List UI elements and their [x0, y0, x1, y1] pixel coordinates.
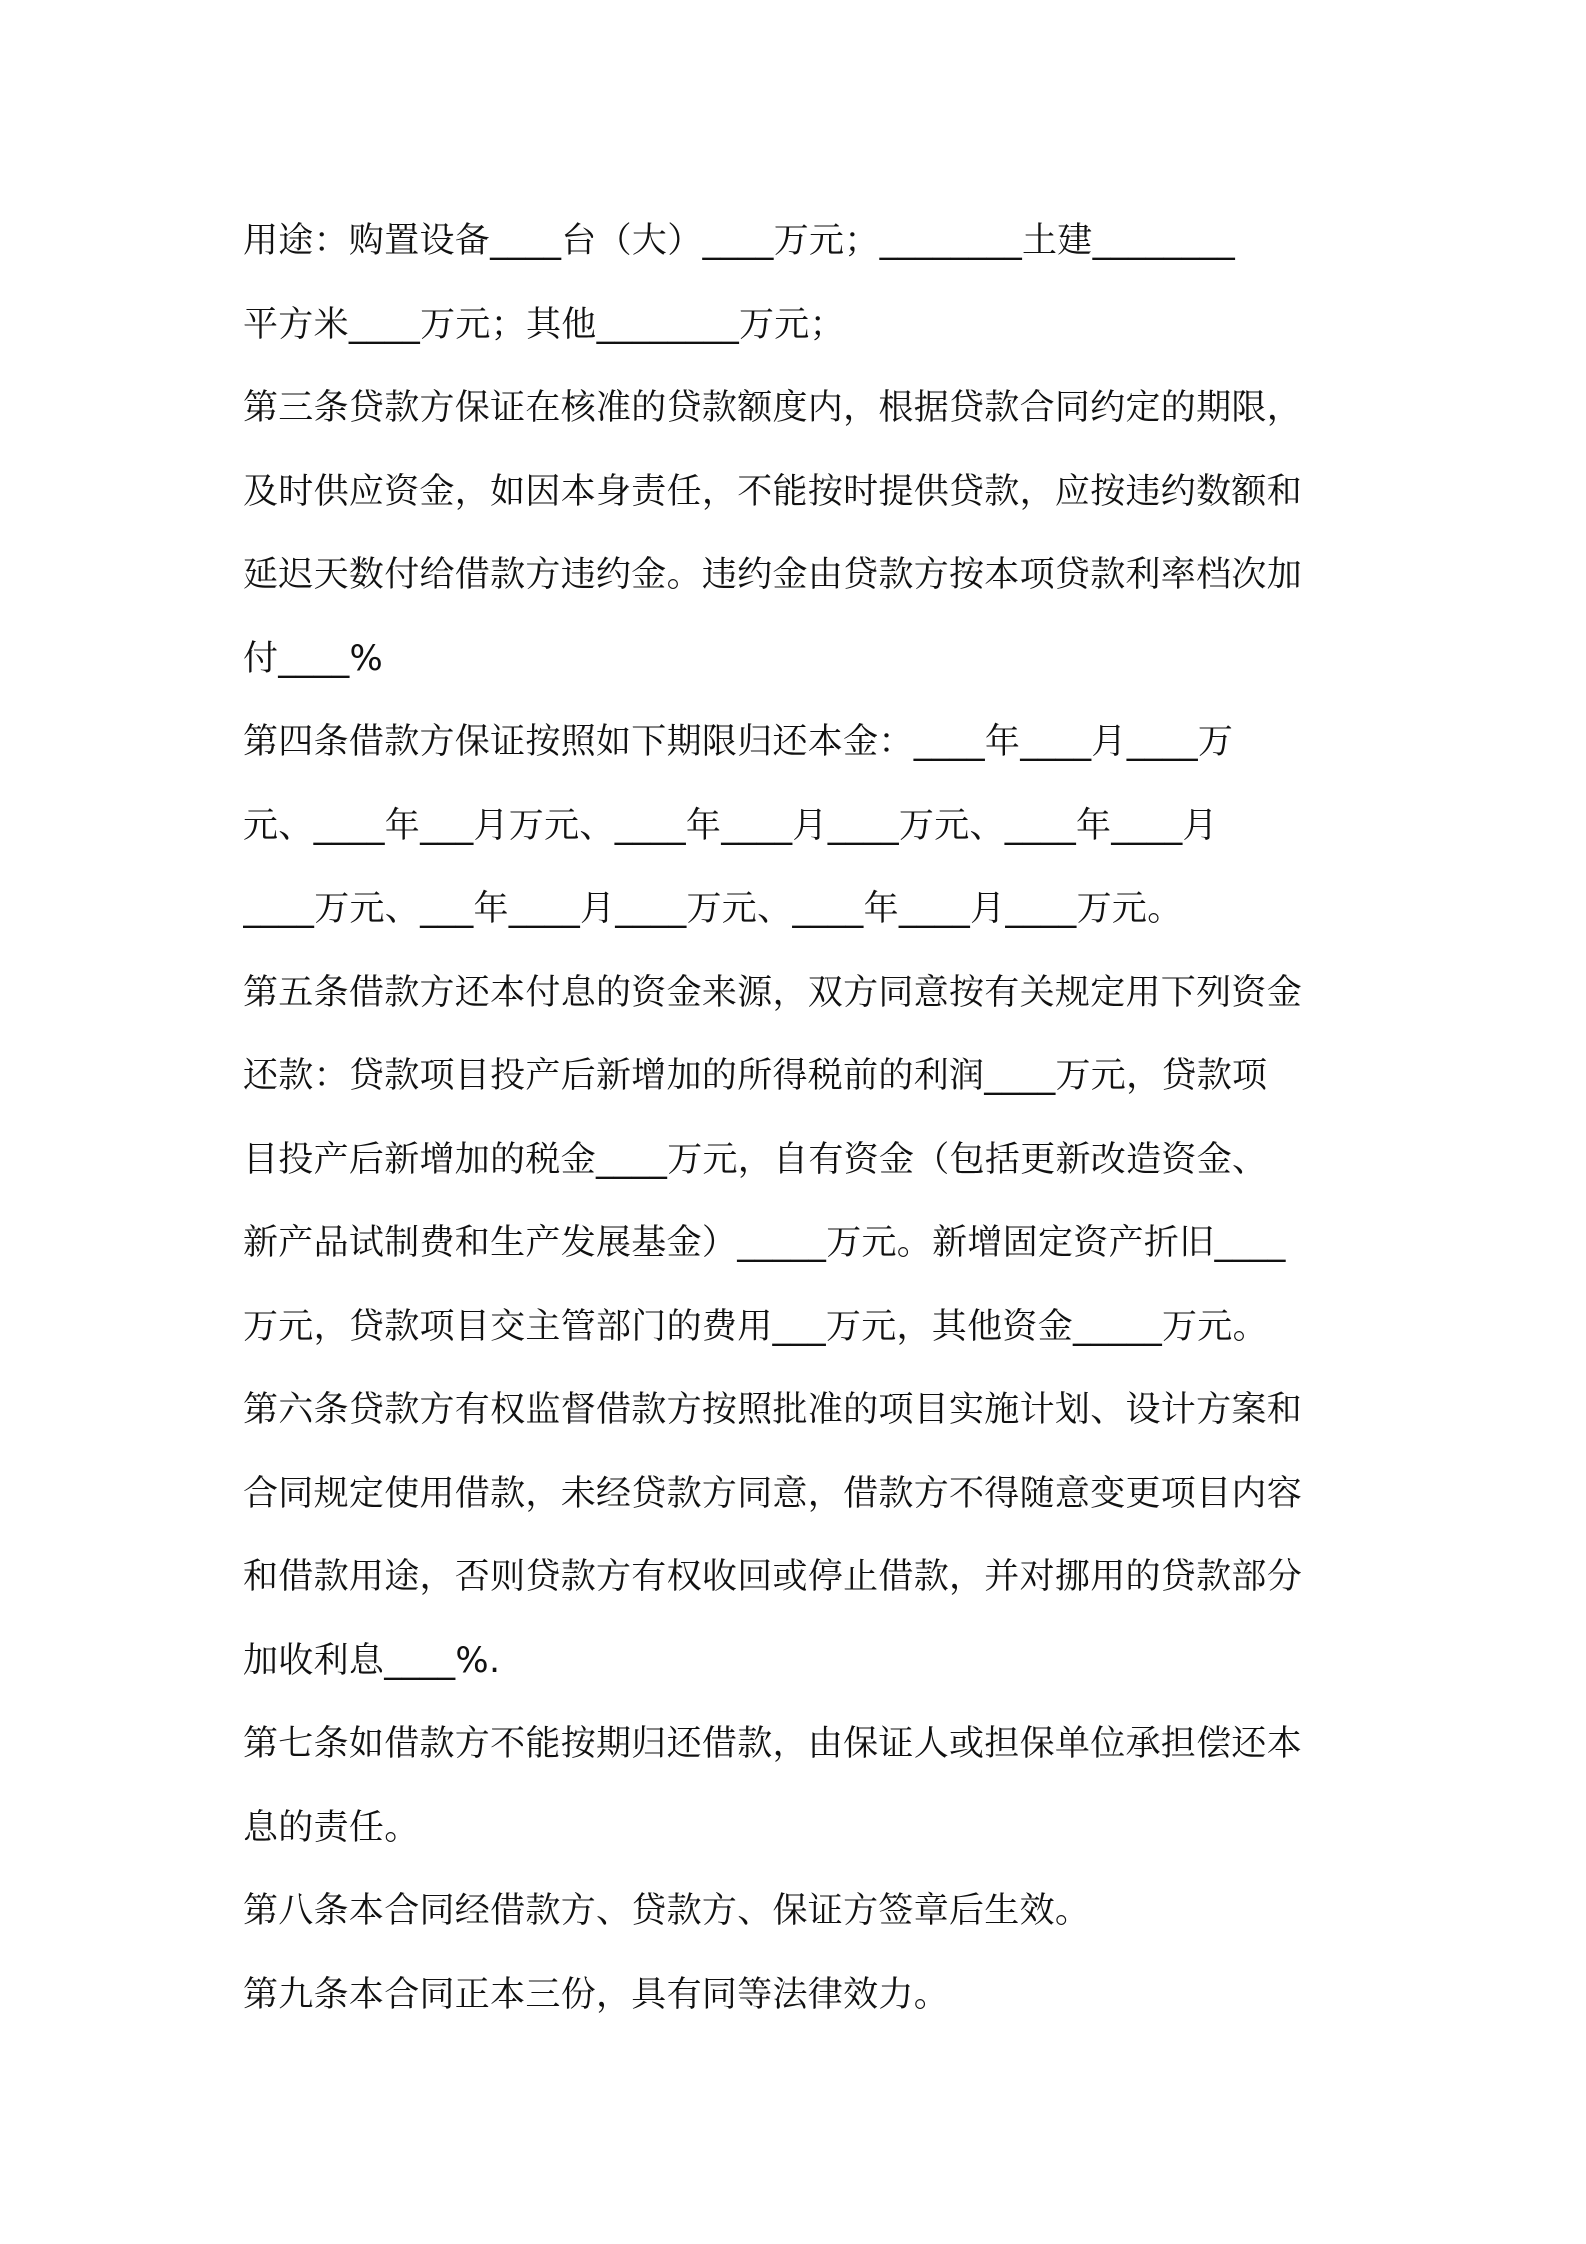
text-line: 万元，贷款项目交主管部门的费用___万元，其他资金_____万元。: [243, 1306, 1268, 1347]
text-line: 平方米____万元；其他________万元；: [243, 304, 845, 345]
text-line: 第六条贷款方有权监督借款方按照批准的项目实施计划、设计方案和: [243, 1390, 1303, 1430]
text-line: 息的责任。: [243, 1807, 420, 1848]
text-line: 第七条如借款方不能按期归还借款，由保证人或担保单位承担偿还本: [243, 1724, 1303, 1764]
text-line: 第三条贷款方保证在核准的贷款额度内，根据贷款合同约定的期限，: [243, 388, 1303, 428]
document-body: [243, 200, 1355, 2037]
text-line: 付____%: [243, 638, 384, 679]
text-line: 及时供应资金，如因本身责任，不能按时提供贷款，应按违约数额和: [243, 471, 1303, 512]
text-line: 加收利息____%.: [243, 1640, 501, 1681]
text-line: 还款：贷款项目投产后新增加的所得税前的利润____万元，贷款项: [243, 1056, 1268, 1096]
text-line: 延迟天数付给借款方违约金。违约金由贷款方按本项贷款利率档次加: [243, 555, 1303, 595]
text-line: 第五条借款方还本付息的资金来源，双方同意按有关规定用下列资金: [243, 972, 1303, 1013]
text-line: 合同规定使用借款，未经贷款方同意，借款方不得随意变更项目内容: [243, 1473, 1303, 1514]
text-line: 第九条本合同正本三份，具有同等法律效力。: [243, 1974, 950, 2015]
text-line: 和借款用途，否则贷款方有权收回或停止借款，并对挪用的贷款部分: [243, 1557, 1303, 1597]
text-line: 第四条借款方保证按照如下期限归还本金：____年____月____万: [243, 722, 1234, 762]
text-line: 用途：购置设备____台（大）____万元；________土建________: [243, 221, 1236, 261]
text-line: 元、____年___月万元、____年____月____万元、____年____月: [243, 805, 1218, 846]
text-line: 第八条本合同经借款方、贷款方、保证方签章后生效。: [243, 1891, 1091, 1931]
text-line: ____万元、___年____月____万元、____年____月____万元。: [243, 889, 1183, 929]
text-line: 新产品试制费和生产发展基金）_____万元。新增固定资产折旧____: [243, 1223, 1286, 1263]
text-line: 目投产后新增加的税金____万元，自有资金（包括更新改造资金、: [243, 1139, 1268, 1180]
